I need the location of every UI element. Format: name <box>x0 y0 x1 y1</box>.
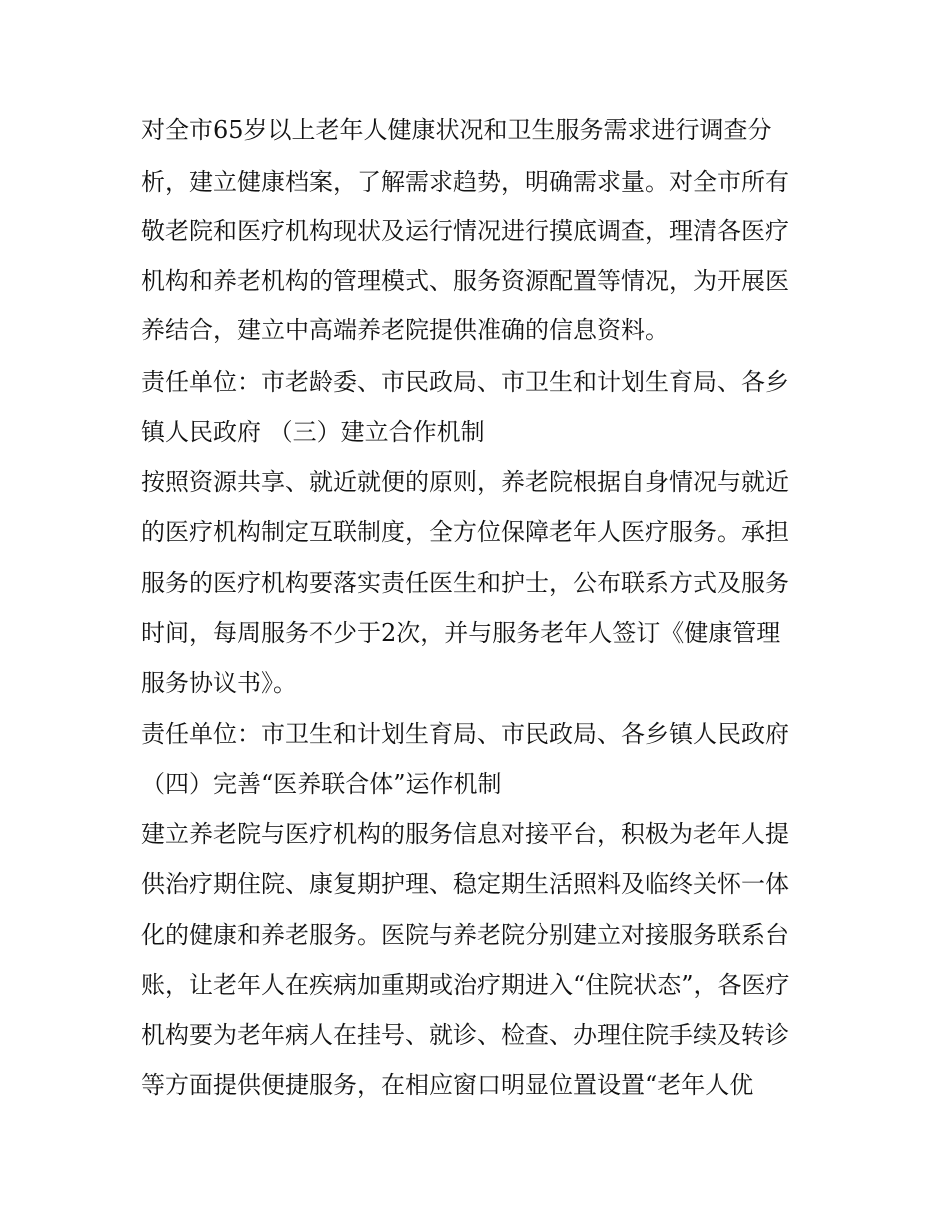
text-line-16: 等方面提供便捷服务，在相应窗口明显位置设置“老年人优 <box>141 1071 754 1099</box>
text-line-5: 养结合，建立中高端养老院提供准确的信息资料。 <box>141 316 669 344</box>
text-line-6: 按照资源共享、就近就便的原则，养老院根据自身情况与就近 <box>141 468 789 496</box>
text-line-9: 时间，每周服务不少于2次，并与服务老年人签订《健康管理 <box>141 619 781 647</box>
text-line-15: 机构要为老年病人在挂号、就诊、检查、办理住院手续及转诊 <box>141 1021 789 1049</box>
text-line-2: 析，建立健康档案，了解需求趋势，明确需求量。对全市所有 <box>141 168 789 196</box>
text-line-11: 建立养老院与医疗机构的服务信息对接平台，积极为老年人提 <box>141 820 789 848</box>
section-heading-3: 镇人民政府 （三）建立合作机制 <box>141 418 485 446</box>
text-line-8: 服务的医疗机构要落实责任医生和护士，公布联系方式及服务 <box>141 569 789 597</box>
responsibility-line-1: 责任单位：市老龄委、市民政局、市卫生和计划生育局、各乡 <box>141 368 789 396</box>
text-line-3: 敬老院和医疗机构现状及运行情况进行摸底调查，理清各医疗 <box>141 217 789 245</box>
responsibility-line-2: 责任单位：市卫生和计划生育局、市民政局、各乡镇人民政府 <box>141 720 789 748</box>
section-heading-4: （四）完善“医养联合体”运作机制 <box>141 770 502 798</box>
text-line-1: 对全市65岁以上老年人健康状况和卫生服务需求进行调查分 <box>141 116 772 144</box>
text-line-14: 账，让老年人在疾病加重期或治疗期进入“住院状态”，各医疗 <box>141 971 790 999</box>
text-line-10: 服务协议书》。 <box>141 669 297 697</box>
text-line-13: 化的健康和养老服务。医院与养老院分别建立对接服务联系台 <box>141 921 789 949</box>
text-line-7: 的医疗机构制定互联制度，全方位保障老年人医疗服务。承担 <box>141 518 789 546</box>
text-line-4: 机构和养老机构的管理模式、服务资源配置等情况，为开展医 <box>141 267 789 295</box>
text-line-12: 供治疗期住院、康复期护理、稳定期生活照料及临终关怀一体 <box>141 870 789 898</box>
